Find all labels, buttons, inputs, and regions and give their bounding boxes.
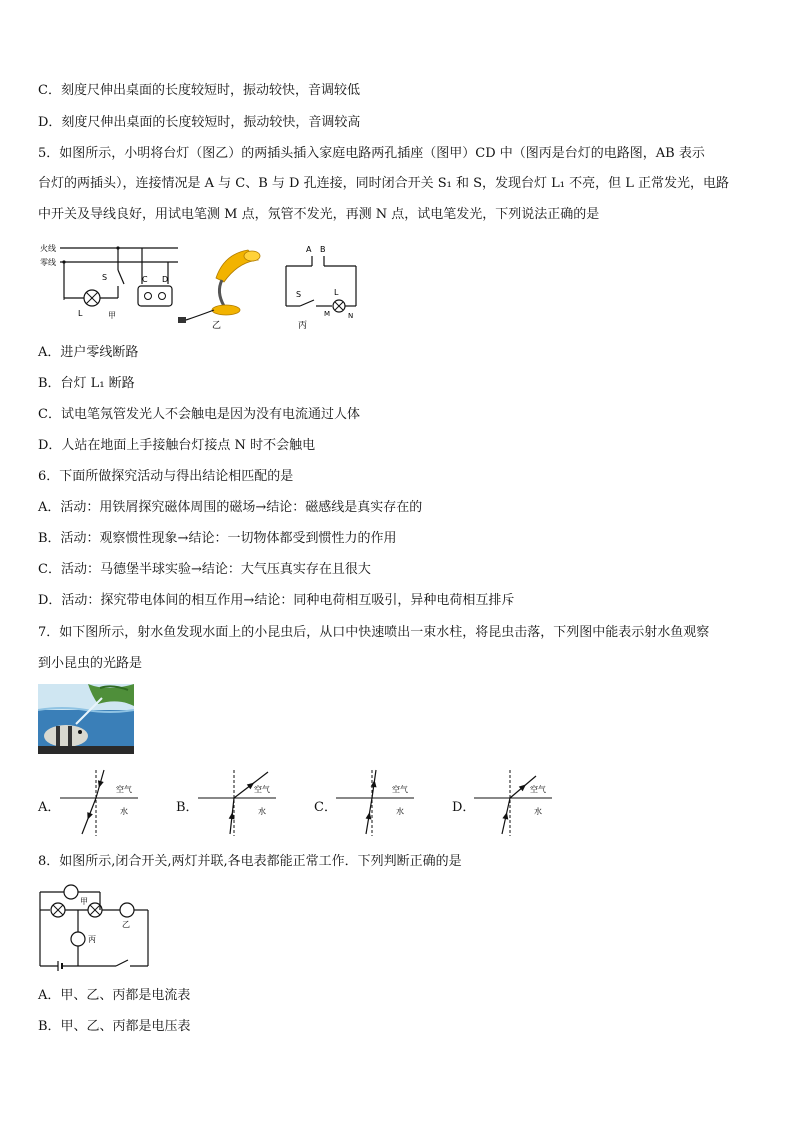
q8-circuit-figure [38, 882, 154, 972]
socket-d-label: D [162, 275, 169, 284]
point-n-label: N [348, 312, 354, 320]
question-5-option-b: B．台灯 L₁ 断路 [38, 376, 135, 391]
air-label: 空气 [530, 785, 546, 794]
water-label: 水 [120, 807, 128, 816]
water-label: 水 [258, 807, 266, 816]
water-label: 水 [534, 807, 542, 816]
meter-yi-label: 乙 [122, 920, 130, 929]
switch-s-icon [118, 270, 124, 284]
question-5-line3: 中开关及导线良好，用试电笔测 M 点，氖管不发光，再测 N 点，试电笔发光，下列说法正确的是 [38, 207, 600, 222]
question-5-line2: 台灯的两插头），连接情况是 A 与 C、B 与 D 孔连接，同时闭合开关 S₁ 和 S，发现台灯 L₁ 不亮，但 L 正常发光，电路 [38, 176, 730, 191]
question-5-option-a: A．进户零线断路 [38, 345, 139, 360]
plug-b-label: B [320, 245, 326, 254]
question-6-option-b: B．活动：观察惯性现象→结论：一切物体都受到惯性力的作用 [38, 531, 397, 546]
question-5-option-c: C．试电笔氖管发光人不会触电是因为没有电流通过人体 [38, 407, 360, 422]
socket-cd-icon [138, 286, 172, 306]
q7-option-label: D． [452, 800, 476, 815]
question-6-option-d: D．活动：探究带电体间的相互作用→结论：同种电荷相互吸引，异种电荷相互排斥 [38, 593, 515, 608]
question-7-line2: 到小昆虫的光路是 [38, 656, 143, 671]
switch-icon [116, 960, 128, 966]
q7-option-diagram [60, 768, 160, 838]
question-7-line1: 7．如下图所示，射水鱼发现水面上的小昆虫后，从口中快速喷出一束水柱，将昆虫击落，下列图中能表示射水鱼观察 [38, 625, 710, 640]
meter-jia-label: 甲 [80, 897, 88, 906]
switch-s1-label: S [296, 290, 302, 299]
archer-fish-image [38, 684, 134, 754]
question-8-stem: 8．如图所示,闭合开关,两灯并联,各电表都能正常工作．下列判断正确的是 [38, 854, 462, 869]
air-label: 空气 [392, 785, 408, 794]
switch-s1-icon [300, 300, 314, 306]
q5-circuit-figure [38, 240, 368, 332]
ray-arrow-icon [366, 812, 372, 819]
air-label: 空气 [116, 785, 132, 794]
lamp-l1-label: L [334, 288, 339, 297]
q7-option-label: A． [38, 800, 61, 815]
desk-lamp-icon [178, 250, 260, 323]
socket-c-label: C [142, 275, 148, 284]
ray-arrow-icon [87, 812, 93, 820]
question-8-option-a: A．甲、乙、丙都是电流表 [38, 988, 191, 1003]
meter-bing-label: 丙 [88, 935, 96, 944]
q7-option-label: B． [176, 800, 199, 815]
ray-arrow-icon [371, 780, 377, 787]
plug-a-label: A [306, 245, 312, 254]
ray-arrow-icon [502, 812, 508, 819]
meter-yi-icon [120, 903, 134, 917]
lamp-l-label: L [78, 309, 83, 318]
option-c-q4: C．刻度尺伸出桌面的长度较短时，振动较快，音调较低 [38, 83, 360, 98]
q7-option-label: C． [314, 800, 337, 815]
question-8-option-b: B．甲、乙、丙都是电压表 [38, 1019, 191, 1034]
question-5-option-d: D．人站在地面上手接触台灯接点 N 时不会触电 [38, 438, 316, 453]
fig-yi-label: 乙 [212, 321, 222, 331]
switch-s-label: S [102, 273, 108, 282]
q7-option-diagram [336, 768, 436, 838]
meter-bing-icon [71, 932, 85, 946]
q7-option-diagram [474, 768, 574, 838]
fig-jia-label: 甲 [108, 311, 116, 320]
meter-jia-icon [64, 885, 78, 899]
q7-option-diagram [198, 768, 298, 838]
live-wire-label: 火线 [40, 244, 56, 253]
question-5-line1: 5．如图所示，小明将台灯（图乙）的两插头插入家庭电路两孔插座（图甲）CD 中（图丙是台灯的电路图，AB 表示 [38, 146, 705, 161]
air-label: 空气 [254, 785, 270, 794]
water-label: 水 [396, 807, 404, 816]
question-6-option-a: A．活动：用铁屑探究磁体周围的磁场→结论：磁感线是真实存在的 [38, 500, 423, 515]
point-m-label: M [324, 310, 331, 318]
fig-bing-label: 丙 [298, 321, 308, 331]
option-d-q4: D．刻度尺伸出桌面的长度较短时，振动较快，音调较高 [38, 115, 361, 130]
neutral-wire-label: 零线 [40, 258, 56, 267]
ray-arrow-icon [98, 780, 104, 788]
question-6-option-c: C．活动：马德堡半球实验→结论：大气压真实存在且很大 [38, 562, 371, 577]
question-6-stem: 6．下面所做探究活动与得出结论相匹配的是 [38, 469, 294, 484]
